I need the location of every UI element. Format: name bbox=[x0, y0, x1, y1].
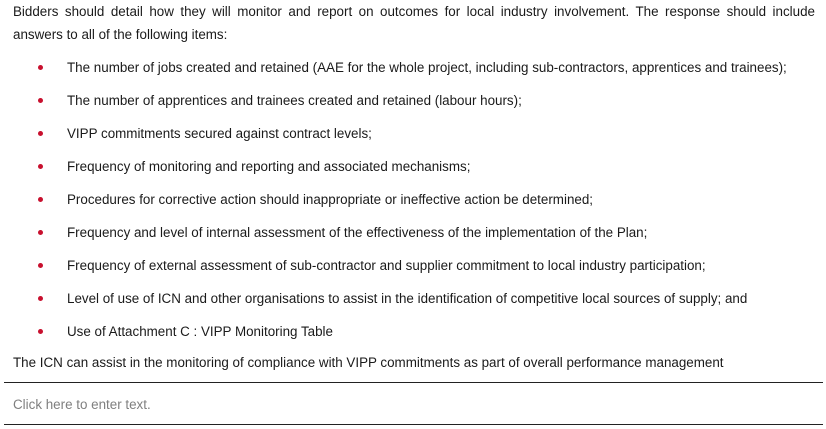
list-item-text: The number of apprentices and trainees created and retained (labour hours); bbox=[67, 93, 522, 108]
list-item-text: Use of Attachment C : VIPP Monitoring Table bbox=[67, 324, 333, 339]
bullet-icon bbox=[38, 131, 43, 136]
list-item-text: Procedures for corrective action should inappropriate or ineffective action be determined; bbox=[67, 192, 594, 207]
bullet-icon bbox=[38, 65, 43, 70]
response-field-bottom-border bbox=[4, 424, 823, 425]
response-text-field[interactable]: Click here to enter text. bbox=[13, 397, 151, 412]
list-item-text: The number of jobs created and retained (AAE for the whole project, including sub-contractors, apprentices and trainees); bbox=[67, 60, 787, 75]
bullet-icon bbox=[38, 98, 43, 103]
bullet-icon bbox=[38, 230, 43, 235]
bullet-icon bbox=[38, 329, 43, 334]
list-item-text: Frequency of external assessment of sub-contractor and supplier commitment to local industry participation; bbox=[67, 258, 706, 273]
intro-paragraph: Bidders should detail how they will monitor and report on outcomes for local industry involvement. The response should include answers to all of the following items: bbox=[13, 4, 815, 42]
list-item-text: Frequency of monitoring and reporting and associated mechanisms; bbox=[67, 159, 471, 174]
closing-paragraph: The ICN can assist in the monitoring of compliance with VIPP commitments as part of overall performance management bbox=[13, 355, 724, 370]
bullet-icon bbox=[38, 263, 43, 268]
response-field-top-border bbox=[4, 382, 823, 383]
bullet-icon bbox=[38, 197, 43, 202]
list-item-text: VIPP commitments secured against contract levels; bbox=[67, 126, 372, 141]
bullet-icon bbox=[38, 164, 43, 169]
bullet-icon bbox=[38, 296, 43, 301]
list-item-text: Level of use of ICN and other organisations to assist in the identification of competitive local sources of supply; and bbox=[67, 291, 748, 306]
list-item-text: Frequency and level of internal assessment of the effectiveness of the implementation of the Plan; bbox=[67, 225, 648, 240]
